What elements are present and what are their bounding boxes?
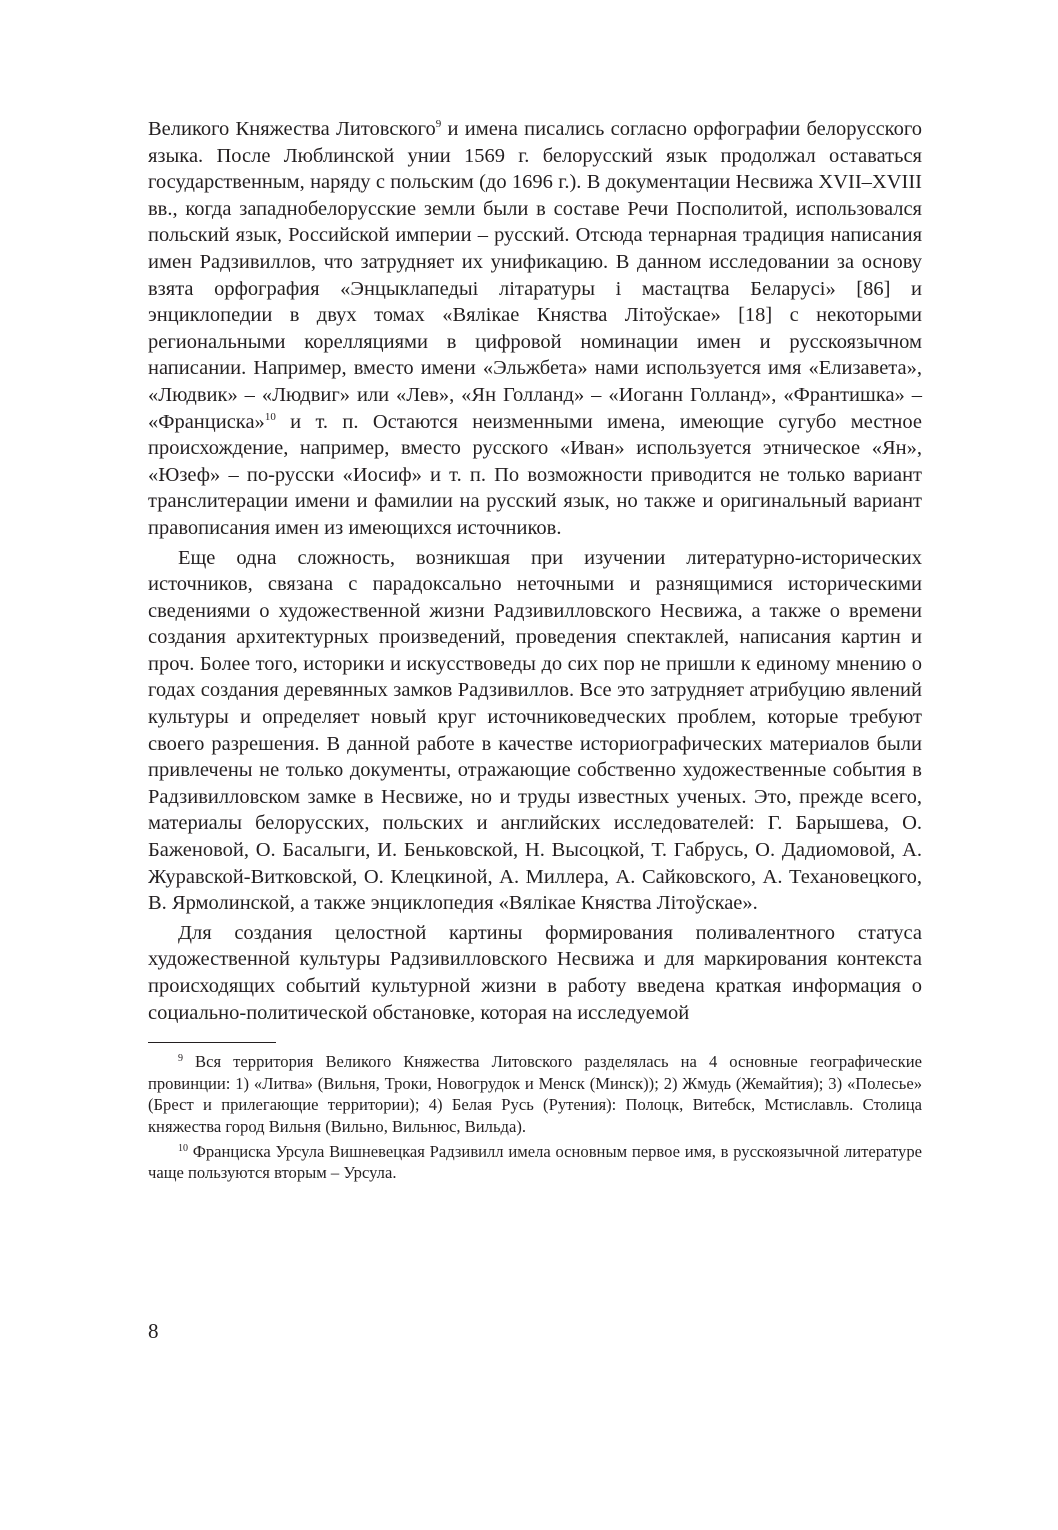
paragraph-3: Для создания целостной картины формирования поливалентного статуса художественной культуры Радзивилловского Несвижа и для маркирования контекста происходящих событий культурной жизни в работу введена краткая информация о социально-политической обстановке, которая на исследуемой <box>148 921 922 1024</box>
footnote-10-number: 10 <box>178 1142 188 1154</box>
paragraph-1-text-middle: и имена писались согласно орфографии белорусского языка. После Люблинской унии 1569 г. белорусский язык продолжал оставаться государственным, наряду с польским (до 1696 г.). В документации Несвижа XVII–XVIII вв., когда западнобелорусские земли были в составе Речи Посполитой, использовался польский язык, Российской империи – русский. Отсюда тернарная традиция написания имен Радзивиллов, что затрудняет их унификацию. В данном исследовании за основу взята орфография «Энцыклапедыі літаратуры і мастацтва Беларусі» [86] и энциклопедии в двух томах «Вялікае Княства Літоўскае» [18] с некоторыми региональными корелляциями в цифровой номинации имен и русскоязычном написании. Например, вместо имени «Эльжбета» нами используется имя «Елизавета», «Людвик» – «Людвиг» или «Лев», «Ян Голланд» – «Иоганн Голланд», «Франтишка» – «Франциска» <box>148 118 922 433</box>
paragraph-1-text-start: Великого Княжества Литовского <box>148 118 436 140</box>
page-number: 8 <box>148 1319 159 1343</box>
page-body <box>148 116 922 1184</box>
paragraph-1 <box>148 116 922 542</box>
paragraph-2: Еще одна сложность, возникшая при изучении литературно-исторических источников, связана с парадоксально неточными и разнящимися историческими сведениями о художественной жизни Радзивилловского Несвижа, а также о времени создания архитектурных произведений, проведения спектаклей, написания картин и проч. Более того, историки и искусствоведы до сих пор не пришли к единому мнению о годах создания деревянных замков Радзивиллов. Все это затрудняет атрибуцию явлений культуры и определяет новый круг источниковедческих проблем, которые требуют своего разрешения. В данной работе в качестве историографических материалов были привлечены не только документы, отражающие собственно художественные события в Радзивилловском замке в Несвиже, но и труды известных ученых. Это, прежде всего, материалы белорусских, польских и английских исследователей: Г. Барышева, О. Баженовой, О. Басалыги, И. Беньковской, Н. Высоцкой, Т. Габрусь, О. Дадиомовой, А. Журавской-Витковской, О. Клецкиной, А. Миллера, А. Сайковского, А. Техановецкого, В. Ярмолинской, а также энциклопедия «Вялікае Княства Літоўскае». <box>148 546 922 915</box>
footnote-9-text: Вся территория Великого Княжества Литовского разделялась на 4 основные географические провинции: 1) «Литва» (Вильня, Троки, Новогрудок и Менск (Минск)); 2) Жмудь (Жемайтия); 3) «Полесье» (Брест и прилегающие территории); 4) Белая Русь (Рутения): Полоцк, Витебск, Мстиславль. Столица княжества город Вильня (Вильно, Вильнюс, Вильда). <box>148 1052 922 1136</box>
footnote-9 <box>148 1051 922 1137</box>
footnote-10 <box>148 1141 922 1184</box>
footnote-9-number: 9 <box>178 1053 183 1065</box>
paragraph-1-text-end: и т. п. Остаются неизменными имена, имеющие сугубо местное происхождение, например, вместо русского «Иван» используется этническое «Ян», «Юзеф» – по-русски «Иосиф» и т. п. По возможности приводится не только вариант транслитерации имени и фамилии на русский язык, но также и оригинальный вариант правописания имен из имеющихся источников. <box>148 410 922 539</box>
footnote-ref-9[interactable]: 9 <box>435 118 442 130</box>
footnote-ref-10[interactable]: 10 <box>264 410 276 423</box>
footnote-10-text: Франциска Урсула Вишневецкая Радзивилл имела основным первое имя, в русскоязычной литературе чаще пользуются вторым – Урсула. <box>148 1141 922 1183</box>
footnote-separator <box>148 1042 276 1043</box>
